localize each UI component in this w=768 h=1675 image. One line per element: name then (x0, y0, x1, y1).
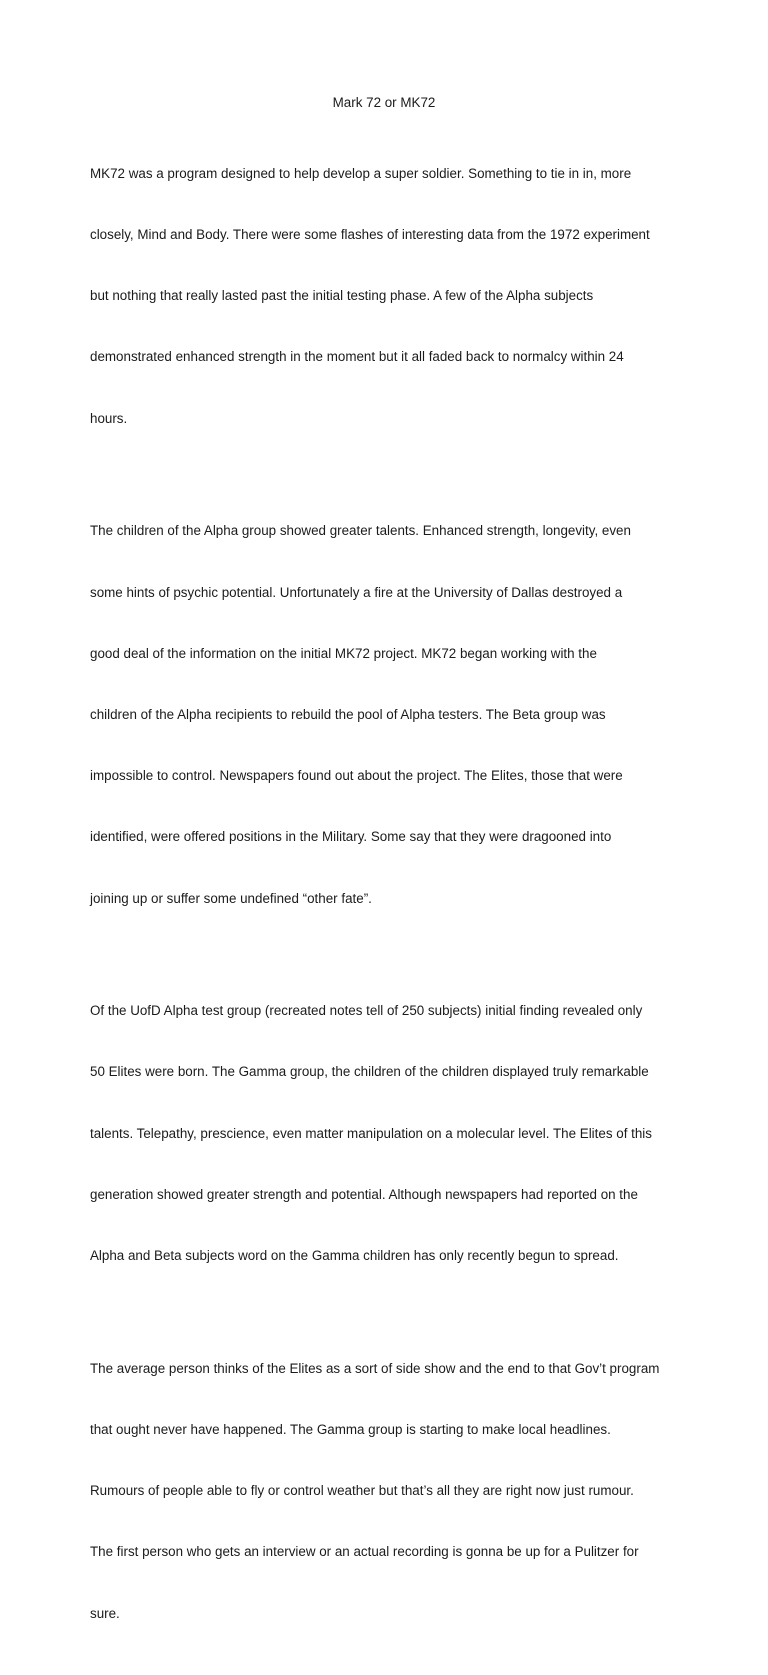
text-line: Rumours of people able to fly or control weather but that’s all they are right now just rumour. (90, 1483, 634, 1499)
text-line: identified, were offered positions in the Military. Some say that they were dragooned into (90, 829, 612, 845)
text-line: children of the Alpha recipients to rebuild the pool of Alpha testers. The Beta group was (90, 706, 606, 722)
text-line: generation showed greater strength and potential. Although newspapers had reported on the (90, 1186, 638, 1202)
document-title: Mark 72 or MK72 (332, 95, 436, 110)
text-line: The average person thinks of the Elites as a sort of side show and the end to that Gov’t program (90, 1360, 660, 1376)
text-line: The children of the Alpha group showed greater talents. Enhanced strength, longevity, even (90, 523, 631, 539)
text-line: that ought never have happened. The Gamma group is starting to make local headlines. (90, 1421, 611, 1437)
text-line: some hints of psychic potential. Unfortunately a fire at the University of Dallas destroyed a (90, 584, 623, 600)
paragraph-4 (90, 1318, 682, 1665)
text-line: impossible to control. Newspapers found out about the project. The Elites, those that were (90, 768, 623, 784)
paragraph-2 (90, 481, 682, 950)
text-line: Of the UofD Alpha test group (recreated notes tell of 250 subjects) initial finding revealed only (90, 1003, 643, 1019)
text-line: joining up or suffer some undefined “other fate”. (90, 890, 372, 906)
text-line: 50 Elites were born. The Gamma group, the children of the children displayed truly remarkable (90, 1064, 649, 1080)
text-line: good deal of the information on the initial MK72 project. MK72 began working with the (90, 645, 597, 661)
text-line: Alpha and Beta subjects word on the Gamma children has only recently begun to spread. (90, 1248, 619, 1264)
text-line: talents. Telepathy, prescience, even matter manipulation on a molecular level. The Elites of this (90, 1125, 652, 1141)
text-line: closely, Mind and Body. There were some flashes of interesting data from the 1972 experiment (90, 227, 650, 243)
text-line: sure. (90, 1605, 120, 1621)
text-line: hours. (90, 410, 128, 426)
text-line: demonstrated enhanced strength in the moment but it all faded back to normalcy within 24 (90, 349, 624, 365)
document-body (90, 123, 682, 1675)
paragraph-3 (90, 960, 682, 1307)
text-line: but nothing that really lasted past the initial testing phase. A few of the Alpha subjects (90, 288, 594, 304)
text-line: The first person who gets an interview or an actual recording is gonna be up for a Pulitzer for (90, 1544, 639, 1560)
text-line: MK72 was a program designed to help develop a super soldier. Something to tie in in, more (90, 165, 632, 181)
paragraph-1 (90, 123, 682, 470)
